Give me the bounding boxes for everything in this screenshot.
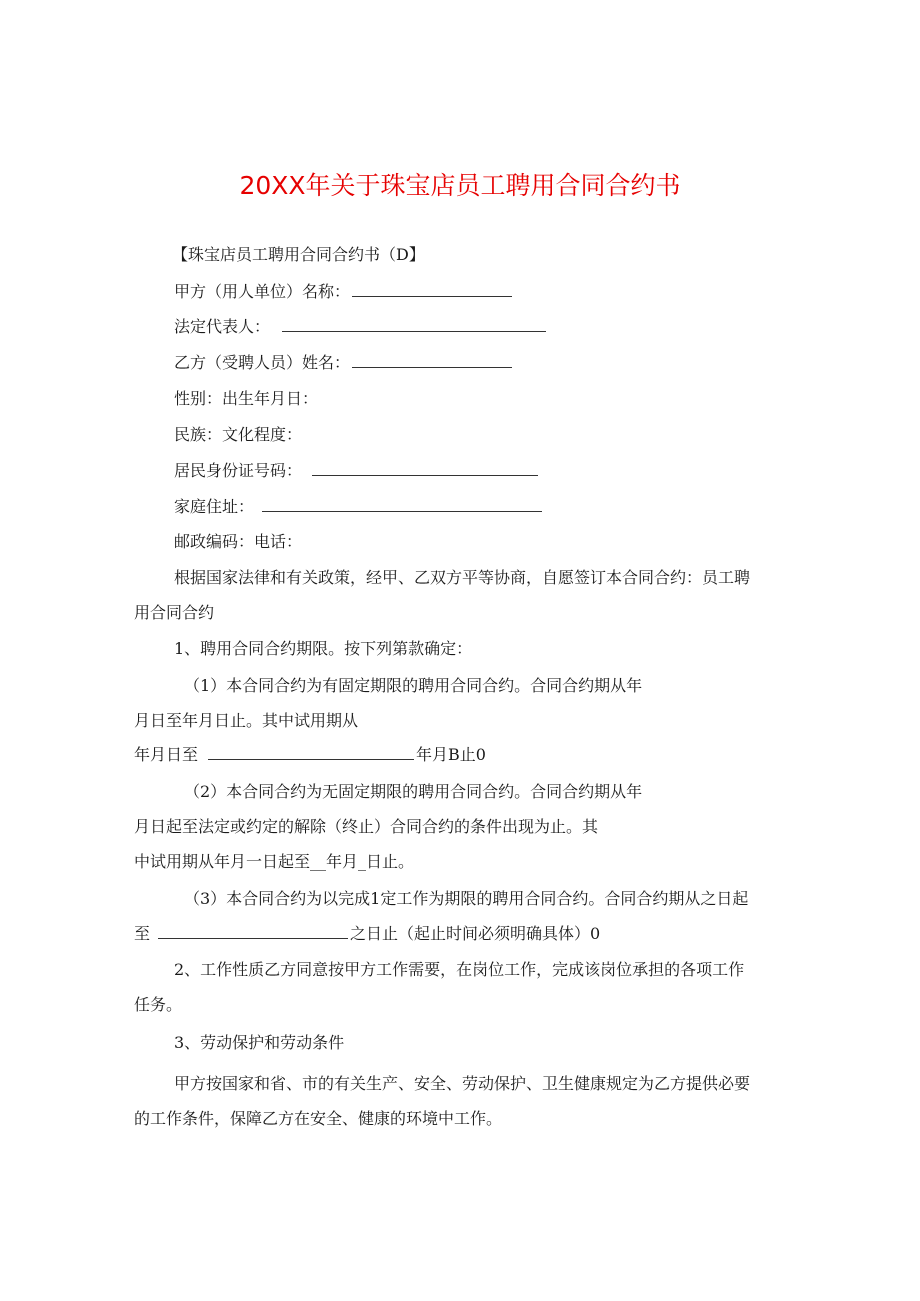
clause3-line2: 的工作条件，保障乙方在安全、健康的环境中工作。 bbox=[134, 1109, 503, 1128]
clause1-item2-line1: （2）本合同合约为无固定期限的聘用合同合约。合同合约期从年 bbox=[184, 782, 643, 801]
employee-name-field bbox=[174, 353, 514, 373]
employer-name-field bbox=[174, 282, 514, 302]
clause1-item1-line3 bbox=[134, 745, 486, 765]
clause1-item1-line2: 月日至年月日止。其中试用期从 bbox=[134, 711, 359, 730]
postal-phone-field: 邮政编码：电话： bbox=[174, 532, 303, 551]
employer-name-blank[interactable] bbox=[352, 282, 512, 297]
clause3-line1: 甲方按国家和省、市的有关生产、安全、劳动保护、卫生健康规定为乙方提供必要 bbox=[174, 1074, 751, 1093]
clause1-item1-line1: （1）本合同合约为有固定期限的聘用合同合约。合同合约期从年 bbox=[184, 676, 643, 695]
ethnicity-education-field: 民族：文化程度： bbox=[174, 425, 303, 444]
gender-birth-field: 性别：出生年月日： bbox=[174, 389, 319, 408]
clause2-line2: 任务。 bbox=[134, 995, 183, 1014]
intro-line-1: 根据国家法律和有关政策，经甲、乙双方平等协商，自愿签订本合同合约：员工聘 bbox=[174, 568, 751, 587]
clause1-item3-line2 bbox=[134, 924, 600, 944]
id-number-blank[interactable] bbox=[312, 461, 538, 476]
legal-rep-blank[interactable] bbox=[282, 317, 546, 332]
intro-line-2: 用合同合约 bbox=[134, 603, 215, 622]
legal-rep-label: 法定代表人： bbox=[174, 317, 271, 336]
employer-name-label: 甲方（用人单位）名称： bbox=[174, 282, 351, 301]
home-address-label: 家庭住址： bbox=[174, 497, 255, 516]
home-address-blank[interactable] bbox=[262, 497, 542, 512]
term-end-blank[interactable] bbox=[158, 924, 348, 939]
term-to-label: 至 bbox=[134, 924, 151, 943]
id-number-label: 居民身份证号码： bbox=[174, 461, 303, 480]
employee-name-blank[interactable] bbox=[352, 353, 512, 368]
clause2-line1: 2、工作性质乙方同意按甲方工作需要，在岗位工作，完成该岗位承担的各项工作 bbox=[174, 960, 745, 979]
legal-rep-field bbox=[174, 317, 548, 337]
clause1-heading: 1、聘用合同合约期限。按下列第款确定： bbox=[174, 639, 473, 658]
home-address-field bbox=[174, 497, 544, 517]
clause3-heading: 3、劳动保护和劳动条件 bbox=[174, 1033, 345, 1052]
term-end-label: 之日止（起止时间必须明确具体）0 bbox=[350, 924, 601, 943]
probation-start-label: 年月日至 bbox=[134, 745, 199, 764]
id-number-field bbox=[174, 461, 540, 481]
document-title: 20XX年关于珠宝店员工聘用合同合约书 bbox=[239, 171, 681, 200]
probation-end-label: 年月B止0 bbox=[416, 745, 486, 764]
clause1-item2-line2: 月日起至法定或约定的解除（终止）合同合约的条件出现为止。其 bbox=[134, 817, 599, 836]
contract-heading: 【珠宝店员工聘用合同合约书（D】 bbox=[172, 245, 425, 264]
clause1-item3-line1: （3）本合同合约为以完成1定工作为期限的聘用合同合约。合同合约期从之日起 bbox=[184, 889, 749, 908]
employee-name-label: 乙方（受聘人员）姓名： bbox=[174, 353, 351, 372]
clause1-item2-line3: 中试用期从年月一日起至__年月_日止。 bbox=[134, 852, 415, 871]
probation-end-blank[interactable] bbox=[208, 745, 414, 760]
